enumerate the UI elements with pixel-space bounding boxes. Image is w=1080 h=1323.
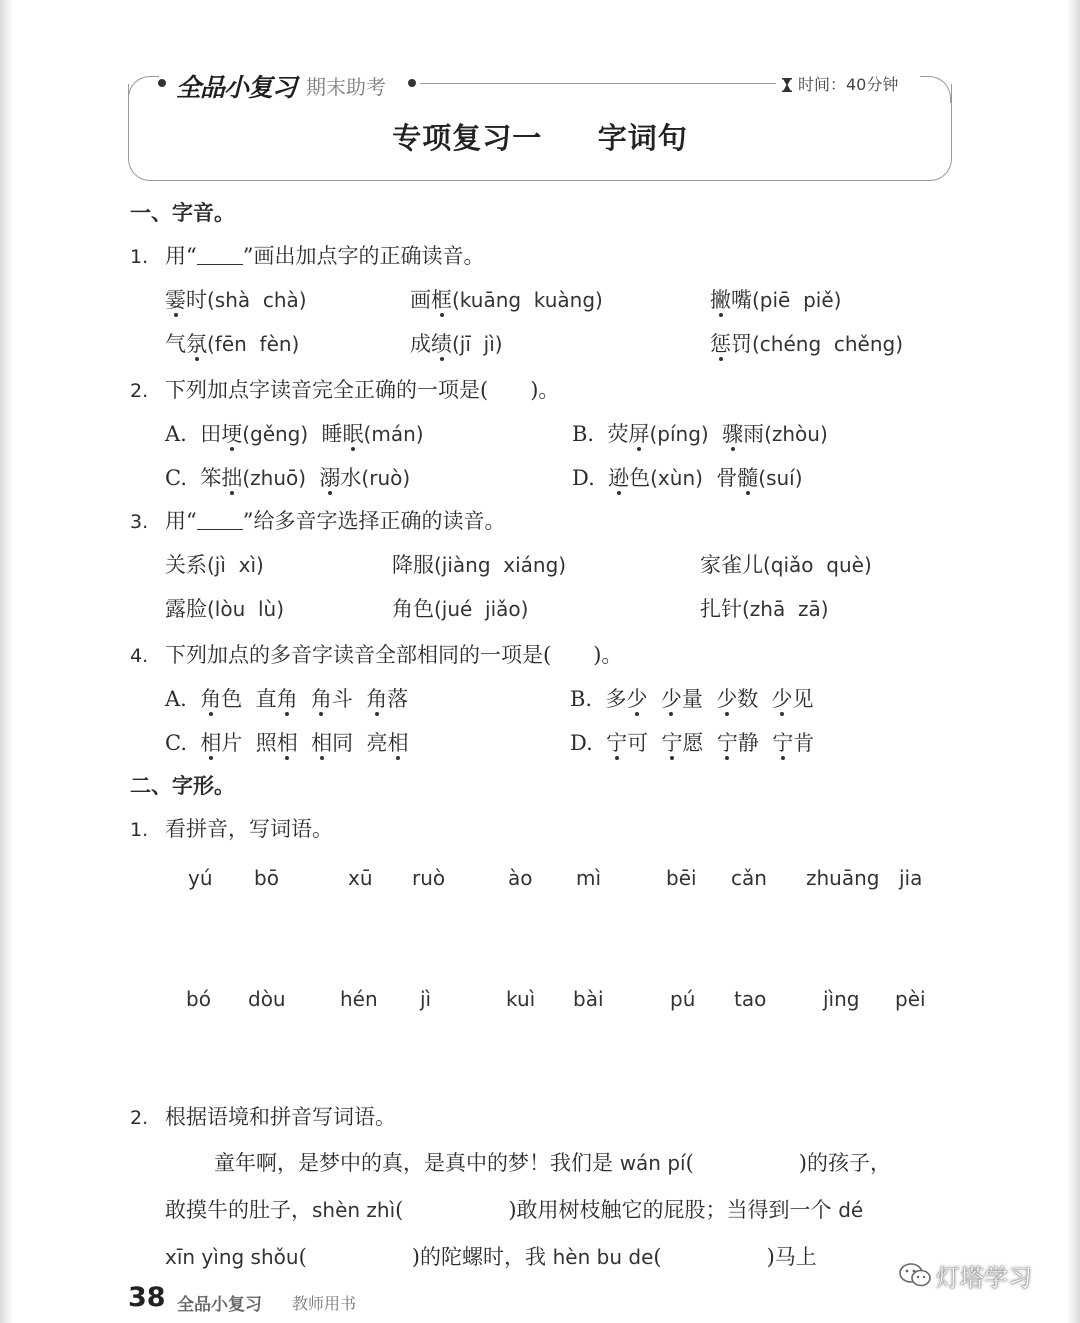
pinyin-syllable: bēi [666,866,697,890]
polyphone-item: 降服(jiàng xiáng) [392,553,567,577]
wechat-icon [898,1262,932,1288]
question-4-prompt: 下列加点的多音字读音全部相同的一项是( )。 [165,643,623,667]
polyphone-item: 家雀儿(qiǎo què) [700,553,872,577]
page-edge-right [1066,0,1080,1323]
header-dot-right [408,79,416,87]
word: 照相 [255,731,298,755]
question-number: 1. [130,246,149,268]
question-2-prompt: 下列加点字读音完全正确的一项是( )。 [165,378,560,402]
pinyin-choice-item: 撇嘴(piē piě) [710,288,842,312]
question-number: 3. [130,511,149,533]
frame-corner-left [128,76,159,103]
pinyin-syllable: bó [186,987,211,1011]
pinyin-writing-prompt: 看拼音，写词语。 [165,817,333,841]
pinyin-syllable: kuì [506,987,536,1011]
question-number: 1. [130,819,149,841]
polyphone-item: 露脸(lòu lù) [165,597,285,621]
pinyin-syllable: yú [188,866,213,890]
option-b: B. 荧屏(píng) 骤雨(zhòu) [572,422,828,446]
page-title [0,116,1080,157]
word: 少数 [716,687,759,711]
pinyin-syllable: jì [420,987,432,1011]
pinyin-syllable: bài [573,987,604,1011]
polyphone-item: 关系(jì xì) [165,553,264,577]
word: 相同 [311,731,354,755]
pinyin-syllable: bō [254,866,279,890]
word: 多少 [605,687,648,711]
word: 宁愿 [661,731,704,755]
pinyin-syllable: mì [576,866,602,890]
word: 宁肯 [772,731,815,755]
pinyin-syllable: ào [508,866,533,890]
context-writing-prompt: 根据语境和拼音写词语。 [165,1105,396,1129]
frame-corner-right [920,76,951,103]
word: 角色 [200,687,243,711]
pinyin-syllable: xū [348,866,373,890]
word: 少量 [660,687,703,711]
word: 少见 [771,687,814,711]
pinyin-choice-item: 霎时(shà chà) [165,288,307,312]
pinyin-choice-item: 成绩(jī jì) [410,332,503,356]
option-a: A. 角色 直角 角斗 角落 [165,687,409,711]
passage-line: xīn yìng shǒu( )的陀螺时，我 hèn bu de( )马上 [165,1245,817,1269]
pinyin-syllable: tao [734,987,767,1011]
pinyin-syllable: jìng [823,987,860,1011]
pinyin-syllable: cǎn [731,866,767,890]
option-b: B. 多少 少量 少数 少见 [570,687,814,711]
underline-mark [197,244,243,265]
time-limit [782,72,898,95]
passage-line: 童年啊，是梦中的真，是真中的梦！我们是 wán pí( )的孩子， [214,1151,891,1175]
pinyin-syllable: hén [340,987,378,1011]
passage-line: 敢摸牛的肚子，shèn zhì( )敢用树枝触它的屁股；当得到一个 dé [165,1198,864,1222]
question-3-prompt: 用“ ”给多音字选择正确的读音。 [165,509,506,533]
title-part-1: 专项复习一 [392,121,543,155]
pinyin-syllable: jia [899,866,923,890]
brand-subtitle: 期末助考 [306,75,386,99]
pinyin-syllable: zhuāng [806,866,880,890]
option-d: D. 逊色(xùn) 骨髓(suí) [572,466,803,490]
word: 角斗 [310,687,353,711]
brand-logo: 全品小复习 [176,73,297,102]
pinyin-choice-item: 气氛(fēn fèn) [165,332,300,356]
page-number: 38 [128,1282,166,1313]
header-dot-left [158,79,166,87]
word: 宁可 [606,731,649,755]
watermark: 灯塔学习 [936,1264,1032,1292]
pinyin-syllable: ruò [412,866,446,890]
word: 宁静 [716,731,759,755]
option-c: C. 相片 照相 相同 亮相 [165,731,409,755]
page-edge-left [0,0,14,1323]
polyphone-item: 角色(jué jiǎo) [392,597,529,621]
option-d: D. 宁可 宁愿 宁静 宁肯 [570,731,815,755]
word: 角落 [366,687,409,711]
question-1-prompt: 用“ ”画出加点字的正确读音。 [165,244,485,268]
underline-mark [197,509,243,530]
option-a: A. 田埂(gěng) 睡眠(mán) [165,422,424,446]
word: 亮相 [366,731,409,755]
word: 相片 [200,731,243,755]
question-number: 2. [130,380,149,402]
time-limit-text: 时间：40分钟 [798,75,899,94]
pinyin-syllable: pèi [895,987,926,1011]
pinyin-syllable: dòu [248,987,286,1011]
hourglass-icon [782,78,792,92]
pinyin-choice-item: 惩罚(chéng chěng) [710,332,904,356]
footer-subtitle: 教师用书 [292,1294,357,1313]
polyphone-item: 扎针(zhā zā) [700,597,829,621]
word: 直角 [255,687,298,711]
option-c: C. 笨拙(zhuō) 溺水(ruò) [165,466,411,490]
title-part-2: 字词句 [597,121,688,155]
pinyin-choice-item: 画框(kuāng kuàng) [410,288,603,312]
question-number: 2. [130,1107,149,1129]
section-heading-glyph: 二、字形。 [130,773,235,798]
pinyin-syllable: pú [670,987,696,1011]
header-rule [420,83,776,84]
section-heading-pronunciation: 一、字音。 [130,200,235,225]
footer-brand: 全品小复习 [177,1295,262,1315]
question-number: 4. [130,645,149,667]
